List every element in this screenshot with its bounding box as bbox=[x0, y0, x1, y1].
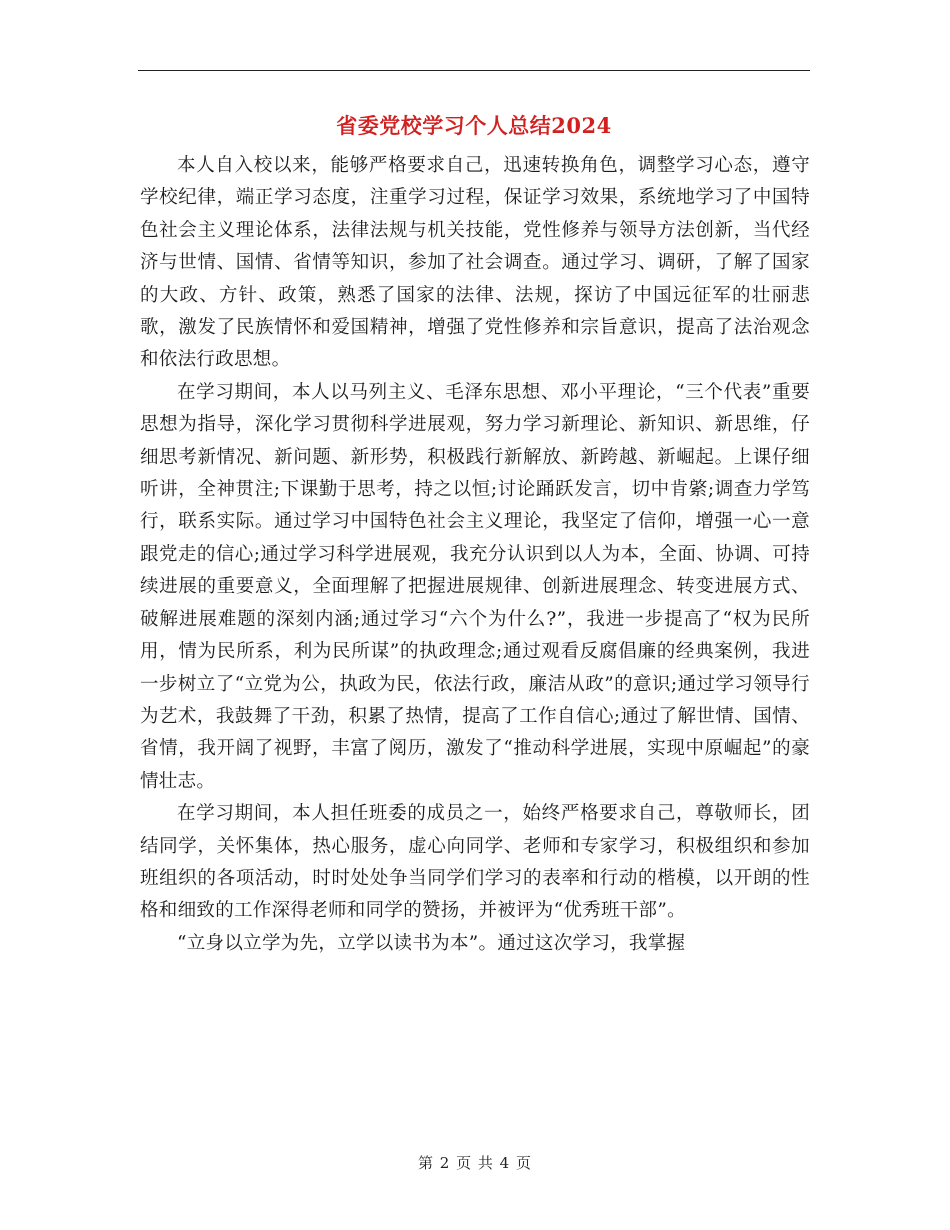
page-number: 第 2 页 共 4 页 bbox=[418, 1154, 532, 1172]
paragraph-4: “立身以立学为先，立学以读书为本”。通过这次学习，我掌握 bbox=[177, 932, 686, 954]
document-body bbox=[140, 150, 810, 960]
paragraph-1: 本人自入校以来，能够严格要求自己，迅速转换角色，调整学习心态，遵守学校纪律，端正学习态度，注重学习过程，保证学习效果，系统地学习了中国特色社会主义理论体系，法律法规与机关技能，党性修养与领导方法创新，当代经济与世情、国情、省情等知识，参加了社会调查。通过学习、调研，了解了国家的大政、方针、政策，熟悉了国家的法律、法规，探访了中国远征军的壮丽悲歌，激发了民族情怀和爱国精神，增强了党性修养和宗旨意识，提高了法治观念和依法行政思想。 bbox=[140, 155, 810, 371]
paragraph-3: 在学习期间，本人担任班委的成员之一，始终严格要求自己，尊敬师长，团结同学，关怀集体，热心服务，虚心向同学、老师和专家学习，积极组织和参加班组织的各项活动，时时处处争当同学们学习的表率和行动的楷模，以开朗的性格和细致的工作深得老师和同学的赞扬，并被评为“优秀班干部”。 bbox=[140, 803, 810, 922]
paragraph-2: 在学习期间，本人以马列主义、毛泽东思想、邓小平理论，“三个代表”重要思想为指导，深化学习贯彻科学进展观，努力学习新理论、新知识、新思维，仔细思考新情况、新问题、新形势，积极践行新解放、新跨越、新崛起。上课仔细听讲，全神贯注;下课勤于思考，持之以恒;讨论踊跃发言，切中肯綮;调查力学笃行，联系实际。通过学习中国特色社会主义理论，我坚定了信仰，增强一心一意跟党走的信心;通过学习科学进展观，我充分认识到以人为本，全面、协调、可持续进展的重要意义，全面理解了把握进展规律、创新进展理念、转变进展方式、破解进展难题的深刻内涵;通过学习“六个为什么?”，我进一步提高了“权为民所用，情为民所系，利为民所谋”的执政理念;通过观看反腐倡廉的经典案例，我进一步树立了“立党为公，执政为民，依法行政，廉洁从政”的意识;通过学习领导行为艺术，我鼓舞了干劲，积累了热情，提高了工作自信心;通过了解世情、国情、省情，我开阔了视野，丰富了阅历，激发了“推动科学进展，实现中原崛起”的豪情壮志。 bbox=[140, 381, 810, 792]
header-rule bbox=[138, 70, 810, 71]
document-title: 省委党校学习个人总结2024 bbox=[336, 113, 612, 138]
